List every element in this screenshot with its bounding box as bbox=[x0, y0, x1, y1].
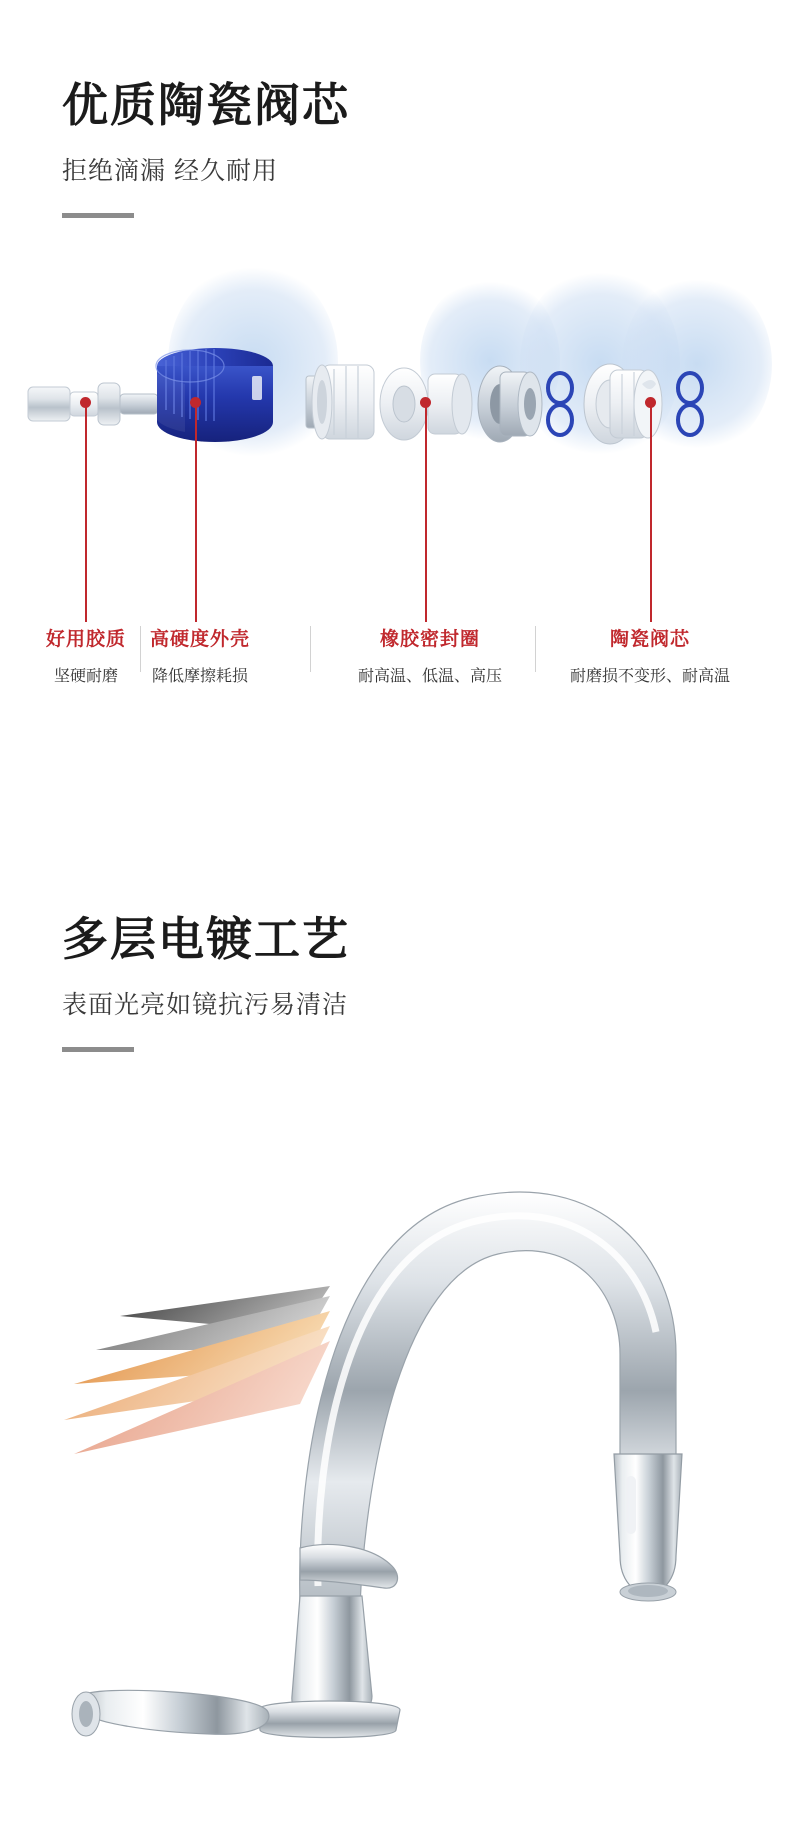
callout-desc: 耐高温、低温、高压 bbox=[357, 668, 502, 686]
section-multilayer-plating bbox=[0, 784, 790, 1756]
section-core-subtitle: 拒绝滴漏 经久耐用 bbox=[62, 157, 278, 186]
faucet-inlet-tube bbox=[84, 1691, 269, 1735]
exploded-parts-illustration bbox=[0, 224, 790, 524]
section-plating-title: 多层电镀工艺 bbox=[62, 913, 350, 966]
section-core-heading bbox=[0, 78, 790, 218]
callout-title: 陶瓷阀芯 bbox=[609, 629, 690, 651]
callout-item-3 bbox=[330, 624, 530, 686]
reflection-fan bbox=[64, 1286, 330, 1454]
callout-item-4 bbox=[550, 624, 750, 686]
sprayer-head bbox=[614, 1454, 682, 1594]
callout-title: 橡胶密封圈 bbox=[379, 629, 480, 651]
heading-underline-rule bbox=[62, 213, 134, 218]
callout-leader-2 bbox=[195, 406, 197, 622]
section-ceramic-valve-core bbox=[0, 0, 790, 784]
page-title: 优质陶瓷阀芯 bbox=[62, 79, 350, 131]
callout-title: 高硬度外壳 bbox=[149, 629, 250, 651]
faucet-illustration bbox=[0, 1136, 790, 1756]
faucet-base bbox=[258, 1701, 400, 1738]
callout-desc: 耐磨损不变形、耐高温 bbox=[569, 668, 730, 686]
callout-item-2 bbox=[100, 624, 300, 686]
section-plating-subtitle: 表面光亮如镜抗污易清洁 bbox=[62, 991, 349, 1020]
callout-divider-3 bbox=[535, 626, 536, 672]
callout-divider-2 bbox=[310, 626, 311, 672]
callout-desc: 降低摩擦耗损 bbox=[151, 668, 248, 686]
section-plating-heading bbox=[0, 912, 790, 1052]
callout-leader-3 bbox=[425, 406, 427, 622]
callout-desc: 坚硬耐磨 bbox=[53, 668, 118, 686]
callout-leader-1 bbox=[85, 406, 87, 622]
valve-core-exploded-diagram bbox=[0, 284, 790, 784]
heading-underline-rule-2 bbox=[62, 1047, 134, 1052]
faucet-svg bbox=[0, 1136, 790, 1756]
callout-leader-4 bbox=[650, 406, 652, 622]
callout-title: 好用胶质 bbox=[45, 629, 126, 651]
